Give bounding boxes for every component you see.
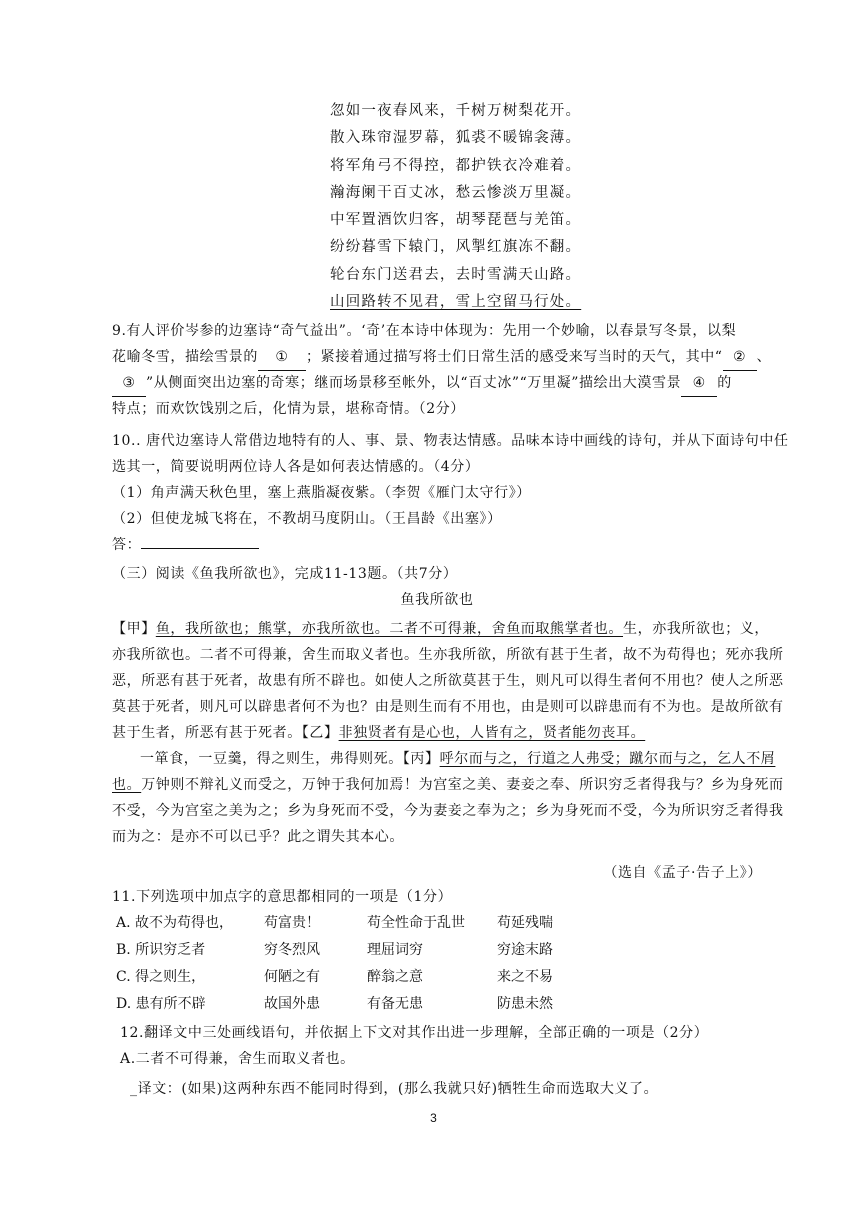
underlined-sentence: 鱼，我所欲也；熊掌，亦我所欲也。二者不可得兼，舍鱼而取熊掌者也。 bbox=[155, 621, 624, 637]
q9-line: 9.有人评价岑参的边塞诗“奇气益出”。‘奇’在本诗中体现为：先用一个妙喻，以春景写冬景，以梨 bbox=[112, 323, 737, 339]
option-cell: 何陋之有 bbox=[264, 969, 320, 985]
q10-line: 10.. 唐代边塞诗人常借边地特有的人、事、景、物表达情感。品味本诗中画线的诗句，并从下面诗句中任 bbox=[112, 433, 789, 449]
underlined-sentence: 非独贤者有是心也，人皆有之，贤者能勿丧耳。 bbox=[338, 725, 646, 741]
passage-text: 一箪食，一豆羹，得之则生，弗得则死。【丙】 bbox=[140, 751, 440, 767]
passage-line: 亦我所欲也。二者不可得兼，舍生而取义者也。生亦我所欲，所欲有甚于生者，故不为苟得也；死亦我所 bbox=[112, 647, 784, 663]
answer-blank bbox=[141, 548, 259, 549]
passage bbox=[112, 616, 784, 886]
poem-line-underlined: 山回路转不见君，雪上空留马行处。 bbox=[330, 294, 582, 311]
passage-line bbox=[112, 746, 776, 772]
passage-text: 生，亦我所欲也；义， bbox=[623, 621, 770, 637]
q12-stem: 12.翻译文中三处画线语句，并依据上下文对其作出进一步理解，全部正确的一项是（2分） bbox=[120, 1025, 709, 1041]
q9-text: 花喻冬雪，描绘雪景的 bbox=[112, 349, 258, 365]
answer-label: 答： bbox=[112, 537, 142, 553]
poem-line: 忽如一夜春风来，千树万树梨花开。 bbox=[330, 103, 582, 119]
option-cell: 穷冬烈风 bbox=[264, 942, 320, 958]
q12-translation: _译文：(如果)这两种东西不能同时得到，(那么我就只好)牺牲生命而选取大义了。 bbox=[130, 1081, 659, 1097]
option-cell: 醉翁之意 bbox=[367, 969, 423, 985]
question-12 bbox=[120, 1020, 770, 1102]
q9-line: 特点；而欢饮饯别之后，化情为景，堪称奇情。（2分） bbox=[112, 401, 465, 417]
option-cell: 来之不易 bbox=[497, 969, 553, 985]
section-3 bbox=[112, 561, 762, 613]
passage-source: （选自《孟子·告子上》） bbox=[603, 865, 762, 881]
option-cell: 故国外患 bbox=[264, 996, 320, 1012]
question-10 bbox=[112, 428, 789, 558]
poem-line: 将军角弓不得控，都护铁衣冷难着。 bbox=[330, 157, 582, 174]
option-cell: 理屈词穷 bbox=[367, 942, 423, 958]
passage-line bbox=[112, 772, 784, 798]
q11-stem: 11.下列选项中加点字的意思都相同的一项是（1分） bbox=[112, 889, 453, 905]
poem-line: 中军置酒饮归客，胡琴琵琶与羌笛。 bbox=[330, 212, 582, 229]
passage-line bbox=[112, 720, 762, 746]
passage-text: 甚于生者，所恶有甚于死者。【乙】 bbox=[112, 725, 339, 741]
passage-line: 不受，今为宫室之美为之；乡为身死而不受，今为妻妾之奉为之；乡为身死而不受，今为所识穷乏者得我 bbox=[112, 803, 784, 819]
option-cell: 苟富贵！ bbox=[264, 915, 320, 931]
passage-line bbox=[112, 616, 770, 642]
question-9 bbox=[112, 318, 772, 422]
q9-text: ；紧接着通过描写将士们日常生活的感受来写当时的天气，其中“ bbox=[306, 349, 723, 365]
option-cell: A. 故不为苟得也， bbox=[116, 915, 234, 931]
q9-line bbox=[112, 370, 762, 396]
poem-line: 轮台东门送君去，去时雪满天山路。 bbox=[330, 266, 582, 283]
poem bbox=[330, 98, 630, 316]
option-cell: D. 患有所不辟 bbox=[116, 996, 206, 1012]
passage-title: 鱼我所欲也 bbox=[400, 592, 474, 608]
marker-jia: 【甲】 bbox=[112, 621, 156, 637]
option-cell: 苟全性命于乱世 bbox=[367, 915, 465, 931]
blank-3: ③ bbox=[112, 370, 146, 397]
underlined-sentence: 呼尔而与之，行道之人弗受；蹴尔而与之，乞人不屑 bbox=[439, 751, 776, 767]
underlined-sentence: 也。 bbox=[112, 777, 142, 793]
q10-line: 选其一，简要说明两位诗人各是如何表达情感的。（4分） bbox=[112, 459, 480, 475]
q9-text: 、 bbox=[756, 349, 772, 365]
passage-line: 莫甚于死者，则凡可以辟患者何不为也？由是则生而有不用也，由是则可以辟患而有不为也。是故所欲有 bbox=[112, 699, 784, 715]
option-cell: C. 得之则生， bbox=[116, 969, 206, 985]
option-cell: 苟延残喘 bbox=[497, 915, 553, 931]
q10-poem-1: （1）角声满天秋色里，塞上燕脂凝夜紫。（李贺《雁门太守行》） bbox=[112, 485, 531, 501]
blank-4: ④ bbox=[681, 370, 717, 397]
poem-line: 瀚海阑干百丈冰，愁云惨淡万里凝。 bbox=[330, 184, 582, 201]
q9-line bbox=[112, 344, 772, 370]
q10-poem-2: （2）但使龙城飞将在，不教胡马度阴山。（王昌龄《出塞》） bbox=[112, 511, 502, 527]
option-cell: 穷途末路 bbox=[497, 942, 553, 958]
blank-1: ① bbox=[258, 344, 306, 371]
passage-line: 而为之：是亦不可以已乎？此之谓失其本心。 bbox=[112, 829, 404, 845]
question-11-stem bbox=[112, 884, 762, 910]
section-heading: （三）阅读《鱼我所欲也》，完成11-13题。（共7分） bbox=[112, 566, 458, 582]
q9-text: 的 bbox=[717, 375, 732, 391]
option-cell: 防患未然 bbox=[497, 996, 553, 1012]
option-cell: B. 所识穷乏者 bbox=[116, 942, 206, 958]
poem-line: 散入珠帘湿罗幕，狐裘不暖锦衾薄。 bbox=[330, 130, 582, 147]
q12-option-a: A.二者不可得兼，舍生而取义者也。 bbox=[120, 1051, 355, 1067]
q9-text: ”从侧面突出边塞的奇寒；继而场景移至帐外，以“百丈冰”“万里凝”描绘出大漠雪景 bbox=[146, 375, 682, 391]
blank-2: ② bbox=[723, 344, 757, 371]
option-cell: 有备无患 bbox=[367, 996, 423, 1012]
passage-line: 恶，所恶有甚于死者，故患有所不辟也。如使人之所欲莫甚于生，则凡可以得生者何不用也？使人之所恶 bbox=[112, 673, 784, 689]
page-number: 3 bbox=[430, 1111, 437, 1125]
passage-text: 万钟则不辩礼义而受之，万钟于我何加焉！为宫室之美、妻妾之奉、所识穷乏者得我与？乡为身死而 bbox=[141, 777, 784, 793]
poem-line: 纷纷暮雪下辕门，风掣红旗冻不翻。 bbox=[330, 239, 582, 256]
q10-answer bbox=[112, 532, 762, 558]
